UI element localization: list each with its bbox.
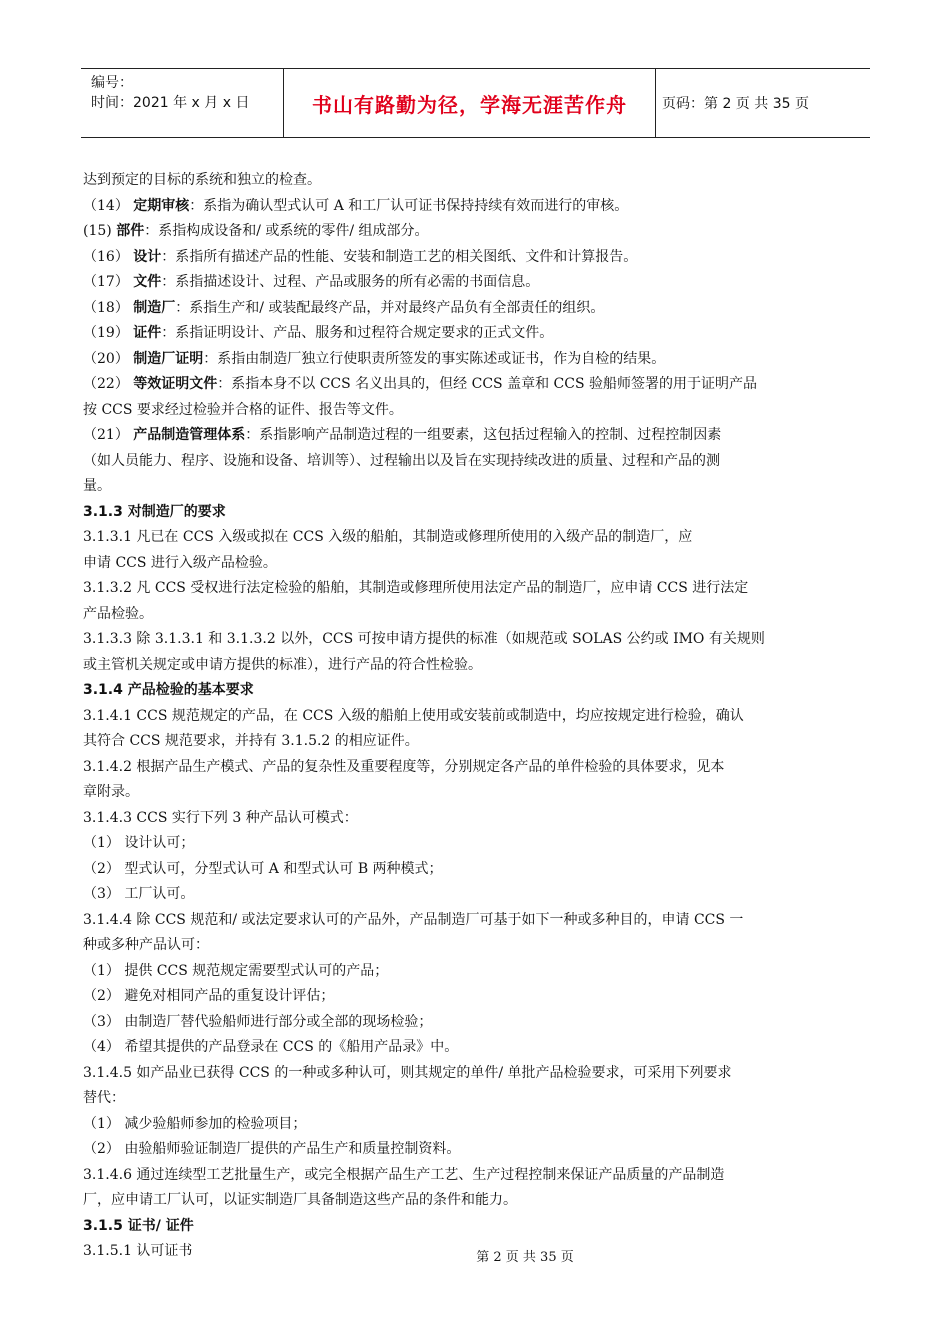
text-line [83,372,863,398]
text-line [83,500,863,526]
text-run: ：系指证明设计、产品、服务和过程符合规定要求的正式文件。 [161,325,554,341]
bold-term: 设计 [133,248,162,265]
page-header [81,68,870,138]
header-page-label: 页码：第 2 页 共 35 页 [662,96,809,112]
text-line [83,245,863,271]
text-run: （20） [83,350,134,367]
text-line [83,755,863,781]
text-run: ：系指描述设计、过程、产品或服务的所有必需的书面信息。 [161,274,540,290]
text-line [83,653,863,679]
text-line [83,1086,863,1112]
text-line [83,423,863,449]
document-number-label: 编号： [91,75,133,91]
header-meta [81,69,283,137]
text-run: （1） 设计认可； [83,835,195,851]
text-run: （1） 减少验船师参加的检验项目； [83,1115,307,1132]
text-line [83,321,863,347]
text-run: （如人员能力、程序、设施和设备、培训等）、过程输出以及旨在实现持续改进的质量、过程和产品的测 [83,452,720,469]
text-run: 3.1.4.1 CCS 规范规定的产品，在 CCS 入级的船舶上使用或安装前或制造中，均应按规定进行检验，确认 [83,707,744,724]
text-run: （19） [83,325,134,341]
text-line [83,398,863,424]
text-run: 3.1.3.1 凡已在 CCS 入级或拟在 CCS 入级的船舶，其制造或修理所使用的入级产品的制造厂，应 [83,529,693,545]
text-run: （18） [83,299,134,316]
text-run: 产品检验。 [83,605,153,622]
text-line [83,449,863,475]
text-run: （4） 希望其提供的产品登录在 CCS 的《船用产品录》中。 [83,1039,459,1055]
text-run: 量。 [83,478,111,494]
text-line [83,1163,863,1189]
text-run: 申请 CCS 进行入级产品检验。 [83,554,277,571]
text-line [83,1137,863,1163]
text-run: 3.1.4.5 如产品业已获得 CCS 的一种或多种认可，则其规定的单件/ 单批产品检验要求，可采用下列要求 [83,1064,732,1081]
text-run: （16） [83,248,134,265]
document-date-label: 时间：2021 年 x 月 x 日 [91,95,250,111]
text-line [83,194,863,220]
text-line [83,168,863,194]
text-run: 按 CCS 要求经过检验并合格的证件、报告等文件。 [83,401,403,418]
text-line [83,678,863,704]
bold-term: 制造厂证明 [133,350,204,367]
bold-term: 定期审核 [133,197,190,214]
text-line [83,474,863,500]
text-run: （21） [83,427,134,443]
text-run: （2） 型式认可，分型式认可 A 和型式认可 B 两种模式； [83,860,443,877]
text-line [83,270,863,296]
header-motto: 书山有路勤为径，学海无涯苦作舟 [283,69,656,137]
text-run: （1） 提供 CCS 规范规定需要型式认可的产品； [83,962,389,979]
text-line [83,1010,863,1036]
text-run: （17） [83,274,134,290]
bold-term: 证件 [133,325,162,341]
text-line [83,857,863,883]
text-line [83,525,863,551]
text-run: （3） 由制造厂替代验船师进行部分或全部的现场检验； [83,1013,433,1030]
bold-term: 部件 [116,223,145,239]
text-run: ：系指由制造厂独立行使职责所签发的事实陈述或证书，作为自检的结果。 [203,350,666,367]
text-run: ：系指本身不以 CCS 名义出具的，但经 CCS 盖章和 CCS 验船师签署的用于证明产品 [217,376,758,392]
text-run: 替代： [83,1090,125,1106]
bold-term: 3.1.3 对制造厂的要求 [83,503,226,520]
text-line [83,1214,863,1240]
text-run: 或主管机关规定或申请方提供的标准），进行产品的符合性检验。 [83,656,482,673]
text-run: ：系指生产和/ 或装配最终产品，并对最终产品负有全部责任的组织。 [175,299,605,316]
text-run: (15) [83,223,117,239]
text-run: （2） 避免对相同产品的重复设计评估； [83,988,335,1004]
text-line [83,1035,863,1061]
text-line [83,347,863,373]
text-run: 3.1.4.3 CCS 实行下列 3 种产品认可模式： [83,809,358,826]
text-run: （2） 由验船师验证制造厂提供的产品生产和质量控制资料。 [83,1141,461,1157]
text-line [83,576,863,602]
text-line [83,806,863,832]
bold-term: 3.1.5 证书/ 证件 [83,1217,194,1234]
text-run: ：系指影响产品制造过程的一组要素，这包括过程输入的控制、过程控制因素 [245,427,722,443]
text-run: （14） [83,197,134,214]
text-run: 厂，应申请工厂认可，以证实制造厂具备制造这些产品的条件和能力。 [83,1192,517,1208]
text-run: ：系指所有描述产品的性能、安装和制造工艺的相关图纸、文件和计算报告。 [161,248,638,265]
text-run: 3.1.4.6 通过连续型工艺批量生产，或完全根据产品生产工艺、生产过程控制来保证产品质量的产品制造 [83,1166,725,1183]
text-run: 其符合 CCS 规范要求，并持有 3.1.5.2 的相应证件。 [83,733,419,749]
text-run: 种或多种产品认可： [83,937,209,953]
text-line [83,729,863,755]
text-line [83,602,863,628]
text-line [83,219,863,245]
bold-term: 产品制造管理体系 [133,427,246,443]
text-line [83,984,863,1010]
text-line [83,1188,863,1214]
document-body [83,168,863,1265]
text-line [83,882,863,908]
text-run: 3.1.3.3 除 3.1.3.1 和 3.1.3.2 以外，CCS 可按申请方提供的标准（如规范或 SOLAS 公约或 IMO 有关规则 [83,631,765,647]
text-run: ：系指为确认型式认可 A 和工厂认可证书保持持续有效而进行的审核。 [189,197,629,214]
text-line [83,959,863,985]
page-footer: 第 2 页 共 35 页 [476,1250,574,1265]
text-line [83,933,863,959]
text-line [83,704,863,730]
text-run: 3.1.4.4 除 CCS 规范和/ 或法定要求认可的产品外，产品制造厂可基于如下一种或多种目的，申请 CCS 一 [83,911,744,928]
text-line [83,1112,863,1138]
text-run: 3.1.5.1 认可证书 [83,1243,193,1259]
text-line [83,780,863,806]
bold-term: 3.1.4 产品检验的基本要求 [83,682,254,698]
bold-term: 文件 [133,274,162,290]
text-run: 3.1.3.2 凡 CCS 受权进行法定检验的船舶，其制造或修理所使用法定产品的制造厂，应申请 CCS 进行法定 [83,580,749,596]
text-line [83,627,863,653]
bold-term: 制造厂 [133,299,176,316]
text-run: 达到预定的目标的系统和独立的检查。 [83,172,321,188]
text-line [83,908,863,934]
bold-term: 等效证明文件 [133,376,218,392]
text-run: （22） [83,376,134,392]
text-line [83,831,863,857]
text-line [83,296,863,322]
text-run: ：系指构成设备和/ 或系统的零件/ 组成部分。 [144,223,429,239]
text-run: 3.1.4.2 根据产品生产模式、产品的复杂性及重要程度等，分别规定各产品的单件检验的具体要求，见本 [83,758,725,775]
text-run: 章附录。 [83,784,139,800]
text-run: （3） 工厂认可。 [83,886,195,902]
text-line [83,551,863,577]
text-line [83,1061,863,1087]
